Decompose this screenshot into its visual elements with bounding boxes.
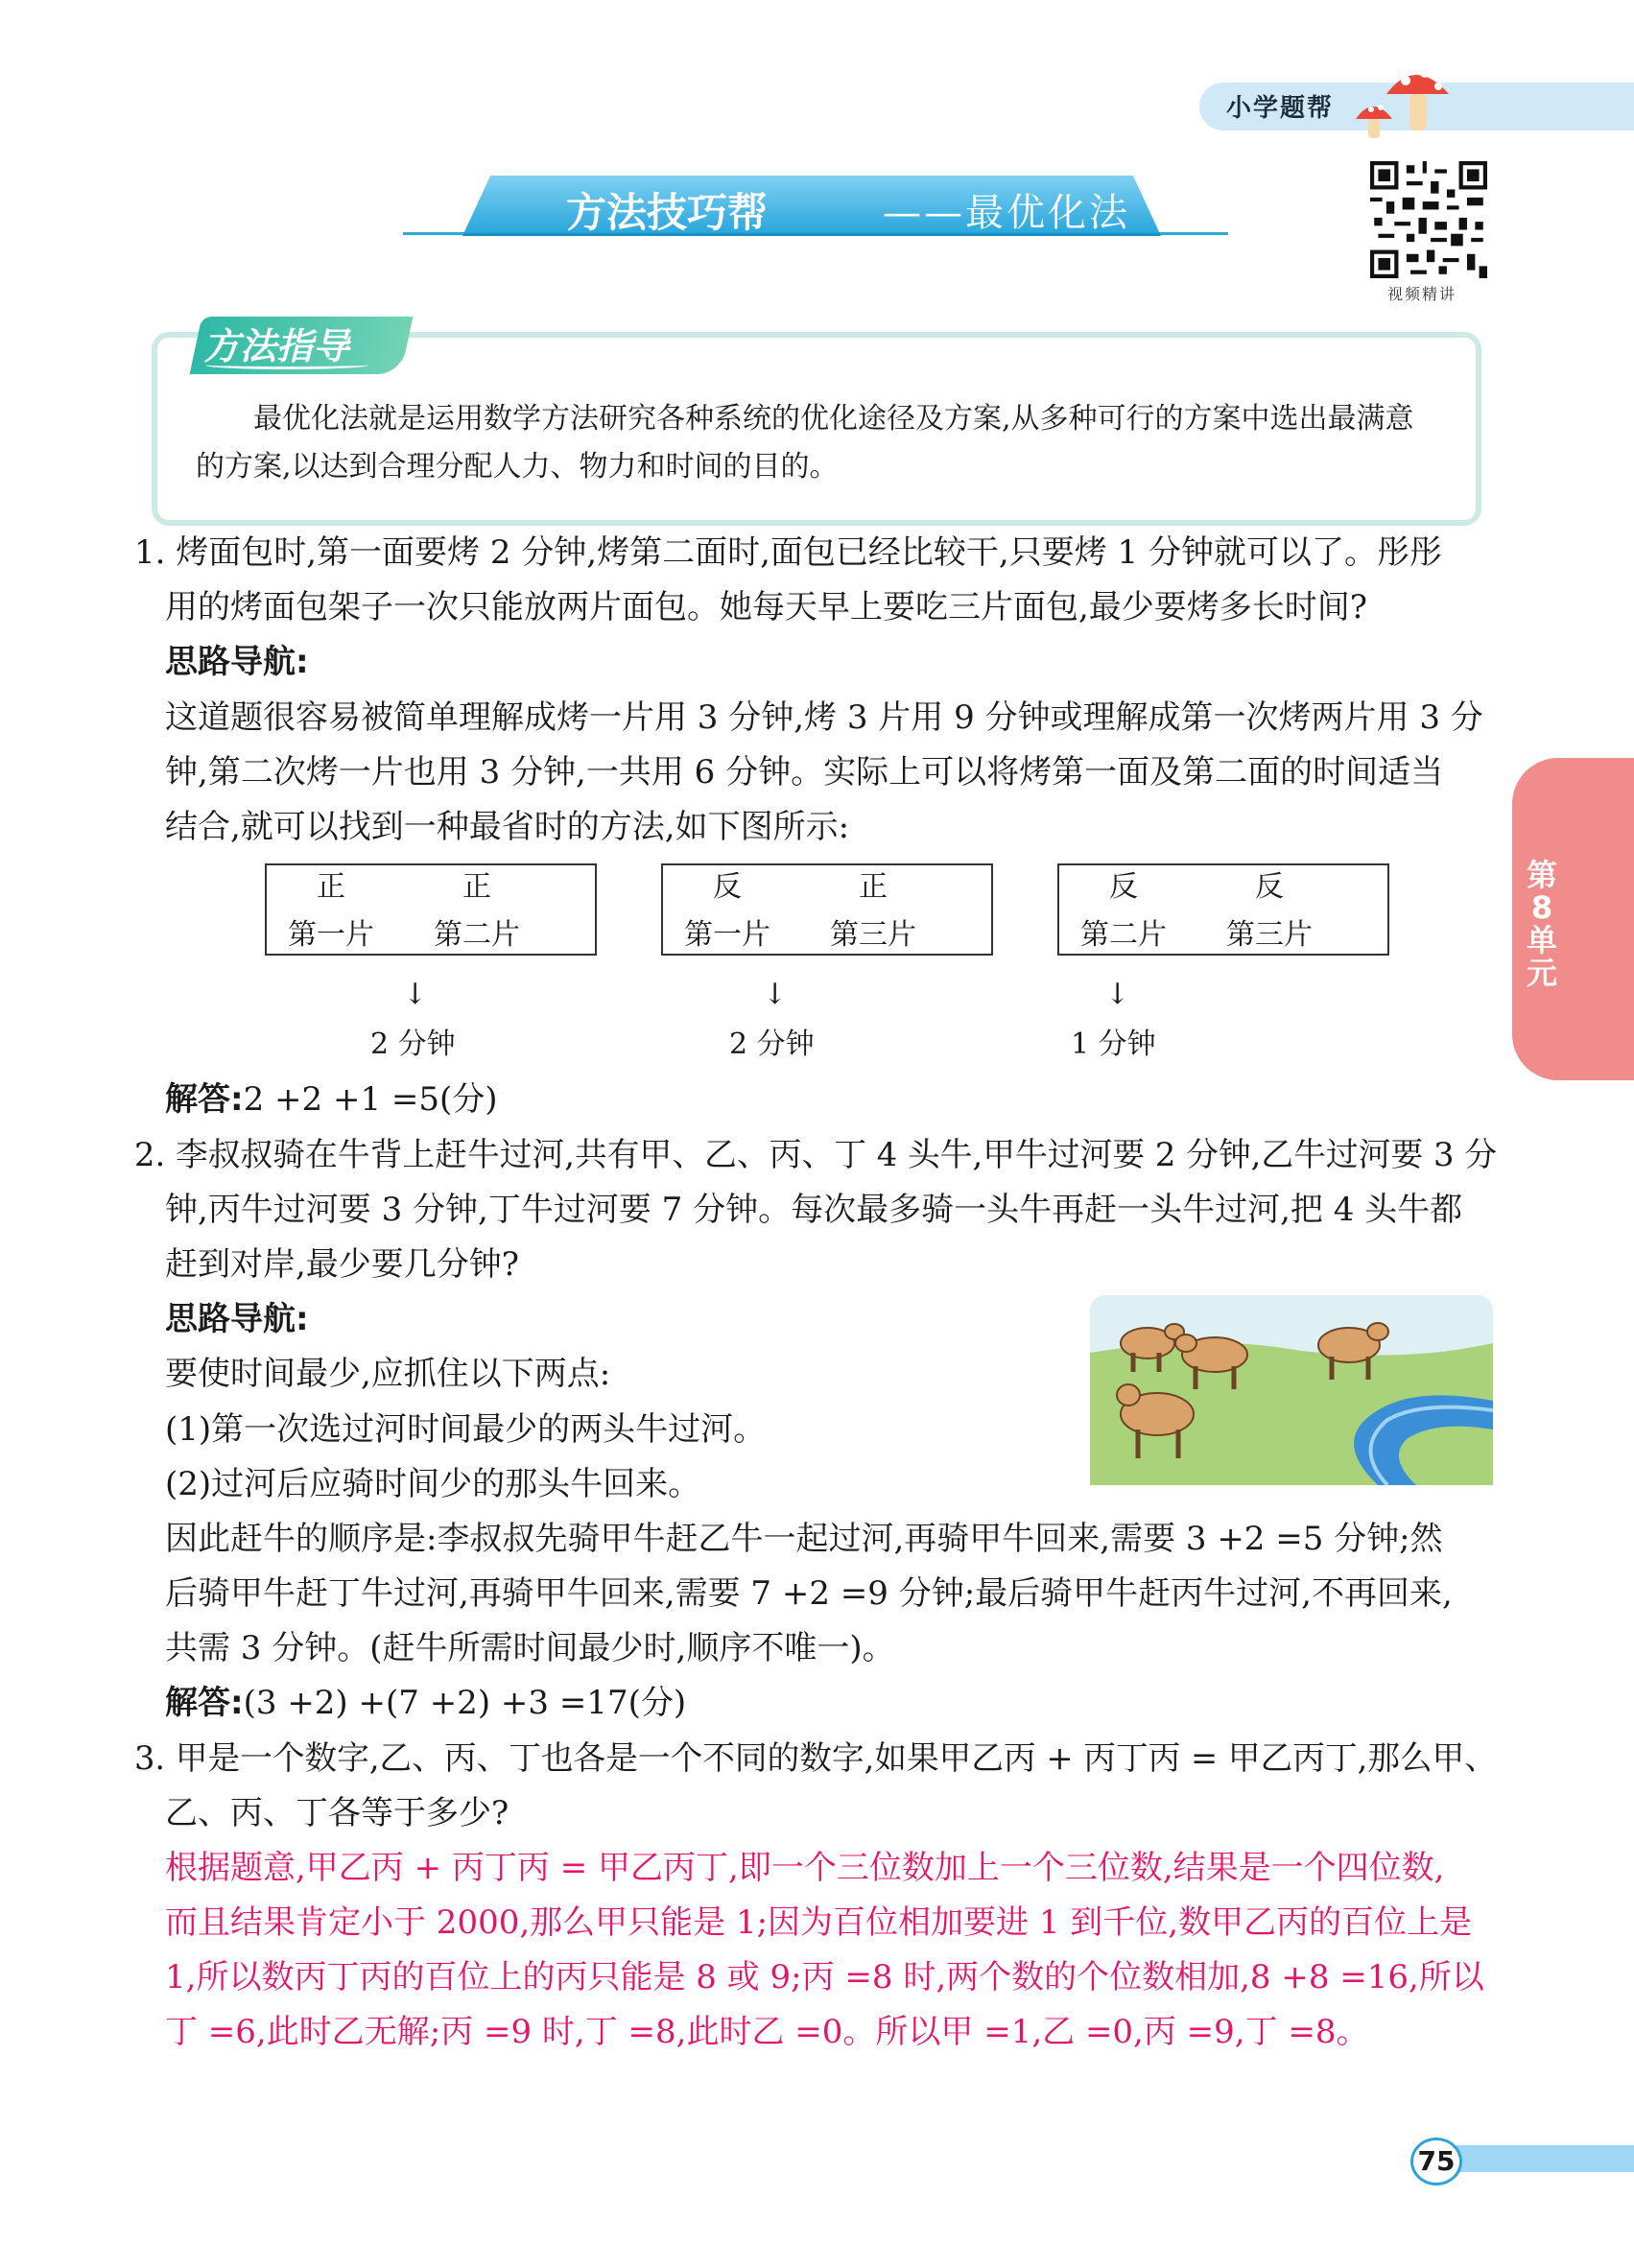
answer-value: 2 +2 +1 =5(分) (243, 1080, 498, 1119)
answer-row (165, 1080, 498, 1119)
hint-line: 因此赶牛的顺序是:李叔叔先骑甲牛赶乙牛一起过河,再骑甲牛回来,需要 3 +2 =5 分钟;然 (165, 1520, 1443, 1558)
hint-line: 后骑甲牛赶丁牛过河,再骑甲牛回来,需要 7 +2 =9 分钟;最后骑甲牛赶丙牛过河,不再回来, (165, 1574, 1453, 1613)
solution-line: 而且结果肯定小于 2000,那么甲只能是 1;因为百位相加要进 1 到千位,数甲乙丙的百位上是 (165, 1903, 1473, 1942)
step-label: 正 (859, 870, 888, 904)
step-label: 正 (462, 870, 491, 904)
answer-label: 解答: (165, 1684, 244, 1722)
hint-label: 思路导航: (165, 643, 309, 681)
step-label: 反 (1255, 870, 1284, 904)
question-1-line: 1. 烤面包时,第一面要烤 2 分钟,烤第二面时,面包已经比较干,只要烤 1 分钟就可以了。彤彤 (134, 533, 1442, 572)
solution-line: 1,所以数丙丁丙的百位上的丙只能是 8 或 9;丙 =8 时,两个数的个位数相加,8 +8 =16,所以 (165, 1958, 1484, 1996)
answer-label: 解答: (165, 1080, 244, 1119)
step-label: 第一片 (684, 918, 770, 952)
qr-code-icon[interactable] (1370, 161, 1487, 278)
hint-line: (2)过河后应骑时间少的那头牛回来。 (165, 1465, 701, 1503)
step-label: 正 (317, 870, 345, 904)
arrow-down-icon: ↓ (403, 978, 428, 1011)
step-time: 2 分钟 (370, 1028, 456, 1061)
qr-caption: 视频精讲 (1387, 285, 1457, 303)
page-subtitle: ——最优化法 (883, 191, 1130, 235)
step-label: 第二片 (434, 918, 520, 952)
cows-river-illustration (1090, 1295, 1493, 1485)
hint-label: 思路导航: (165, 1300, 309, 1338)
question-3-line: 乙、丙、丁各等于多少? (165, 1794, 509, 1832)
question-2-line: 2. 李叔叔骑在牛背上赶牛过河,共有甲、乙、丙、丁 4 头牛,甲牛过河要 2 分钟,乙牛过河要 3 分 (134, 1136, 1497, 1174)
hint-line: (1)第一次选过河时间最少的两头牛过河。 (165, 1410, 767, 1449)
answer-row (165, 1684, 686, 1722)
question-1-line: 用的烤面包架子一次只能放两片面包。她每天早上要吃三片面包,最少要烤多长时间? (165, 588, 1368, 626)
step-time: 1 分钟 (1071, 1028, 1156, 1061)
step-label: 第三片 (1226, 918, 1313, 952)
page-bar (1439, 2145, 1634, 2172)
method-guide-tag-label: 方法指导 (203, 325, 350, 367)
solution-line: 丁 =6,此时乙无解;丙 =9 时,丁 =8,此时乙 =0。所以甲 =1,乙 =0,丙 =9,丁 =8。 (165, 2013, 1369, 2051)
mushroom-icon (1348, 56, 1463, 144)
arrow-down-icon: ↓ (1105, 978, 1130, 1011)
step-label: 反 (713, 870, 742, 904)
page-title: 方法技巧帮 (566, 189, 769, 236)
guide-text-line: 的方案,以达到合理分配人力、物力和时间的目的。 (196, 450, 839, 484)
question-2-line: 钟,丙牛过河要 3 分钟,丁牛过河要 7 分钟。每次最多骑一头牛再赶一头牛过河,把 4 头牛都 (165, 1191, 1463, 1229)
brand-label: 小学题帮 (1226, 94, 1335, 123)
step-label: 第三片 (830, 918, 916, 952)
hint-line: 钟,第二次烤一片也用 3 分钟,一共用 6 分钟。实际上可以将烤第一面及第二面的时间适当 (165, 753, 1444, 791)
hint-line: 这道题很容易被简单理解成烤一片用 3 分钟,烤 3 片用 9 分钟或理解成第一次烤两片用 3 分 (165, 698, 1483, 737)
question-2-line: 赶到对岸,最少要几分钟? (165, 1245, 520, 1284)
step-label: 反 (1109, 870, 1138, 904)
answer-value: (3 +2) +(7 +2) +3 =17(分) (243, 1684, 687, 1722)
step-time: 2 分钟 (729, 1028, 815, 1061)
guide-text-line: 最优化法就是运用数学方法研究各种系统的优化途径及方案,从多种可行的方案中选出最满意 (253, 402, 1414, 436)
step-label: 第二片 (1080, 918, 1167, 952)
page-number: 75 (1417, 2145, 1456, 2177)
step-label: 第一片 (288, 918, 374, 952)
hint-line: 要使时间最少,应抓住以下两点: (165, 1355, 611, 1393)
solution-line: 根据题意,甲乙丙 + 丙丁丙 = 甲乙丙丁,即一个三位数加上一个三位数,结果是一个四位数, (165, 1849, 1445, 1887)
arrow-down-icon: ↓ (763, 978, 788, 1011)
tag-underline (205, 361, 368, 369)
question-3-line: 3. 甲是一个数字,乙、丙、丁也各是一个不同的数字,如果甲乙丙 + 丙丁丙 = 甲乙丙丁,那么甲、 (134, 1739, 1497, 1778)
unit-side-tab-label: 第8单元 (1526, 857, 1557, 991)
hint-line: 共需 3 分钟。(赶牛所需时间最少时,顺序不唯一)。 (165, 1629, 895, 1667)
hint-line: 结合,就可以找到一种最省时的方法,如下图所示: (165, 808, 850, 846)
